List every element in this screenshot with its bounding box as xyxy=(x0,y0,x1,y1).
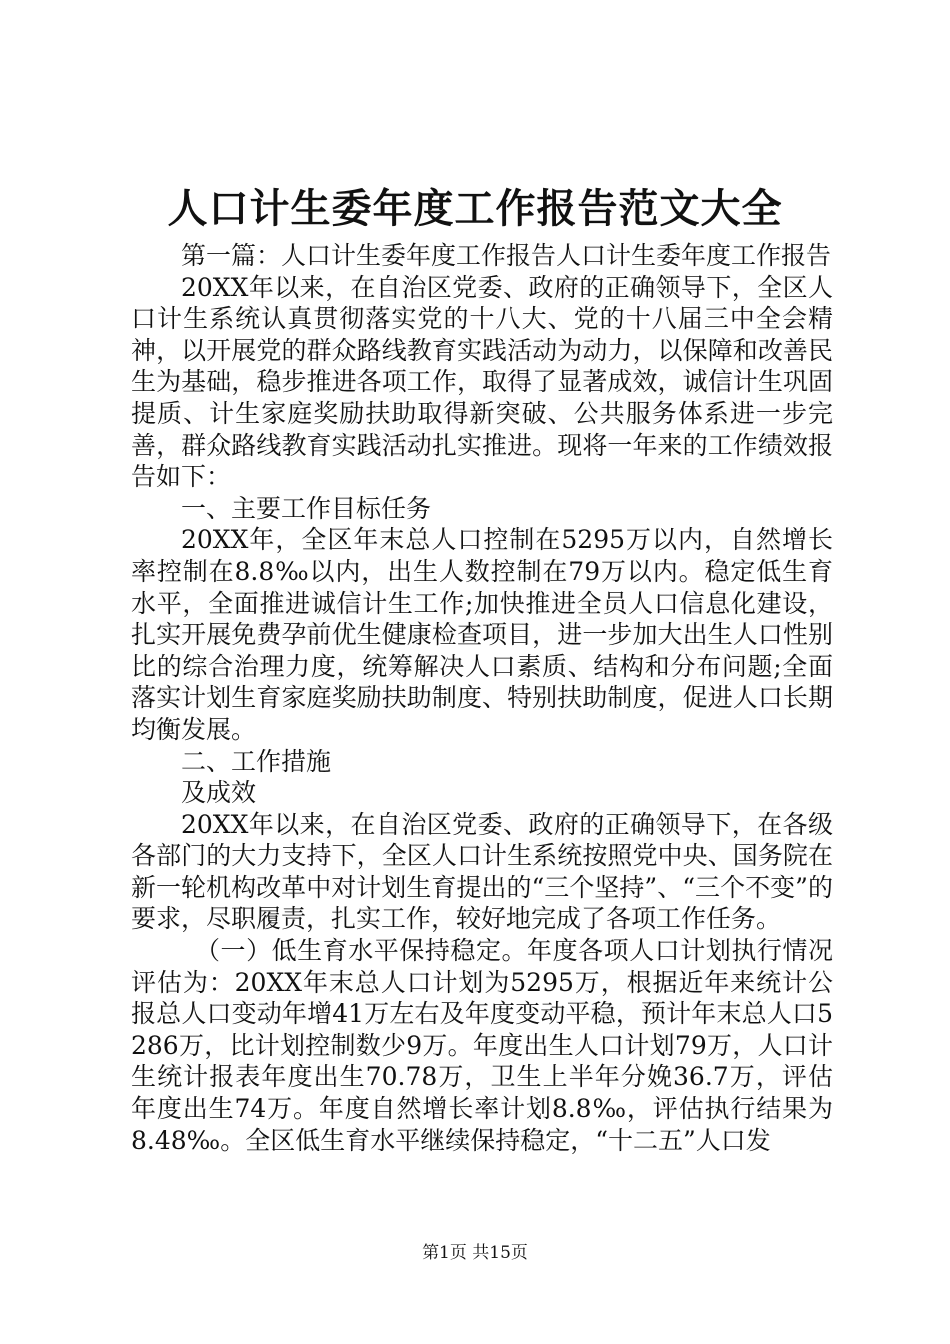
document-body xyxy=(131,240,833,1156)
paragraph-measures: 20XX年以来，在自治区党委、政府的正确领导下，在各级各部门的大力支持下，全区人口计生系统按照党中央、国务院在新一轮机构改革中对计划生育提出的“三个坚持”、“三个不变”的要求，尽职履责，扎实工作，较好地完成了各项工作任务。 xyxy=(131,809,833,934)
document-title: 人口计生委年度工作报告范文大全 xyxy=(167,185,783,232)
paragraph-fertility-stable: （一）低生育水平保持稳定。年度各项人口计划执行情况评估为：20XX年末总人口计划为5295万，根据近年来统计公报总人口变动年增41万左右及年度变动平稳，预计年末总人口5286万，比计划控制数少9万。年度出生人口计划79万，人口计生统计报表年度出生70.78万，卫生上半年分娩36.7万，评估年度出生74万。年度自然增长率计划8.8‰，评估执行结果为8.48‰。全区低生育水平继续保持稳定，“十二五”人口发 xyxy=(131,936,833,1155)
section-heading-measures-continued: 及成效 xyxy=(181,778,257,808)
page-footer: 第1页 共15页 xyxy=(422,1243,528,1263)
paragraph-goals: 20XX年，全区年末总人口控制在5295万以内，自然增长率控制在8.8‰以内，出生人数控制在79万以内。稳定低生育水平，全面推进诚信计生工作;加快推进全员人口信息化建设，扎实开展免费孕前优生健康检查项目，进一步加大出生人口性别比的综合治理力度，统筹解决人口素质、结构和分布问题;全面落实计划生育家庭奖励扶助制度、特别扶助制度，促进人口长期均衡发展。 xyxy=(131,525,833,744)
paragraph-chapter-heading: 第一篇：人口计生委年度工作报告人口计生委年度工作报告 xyxy=(181,241,832,270)
section-heading-goals: 一、主要工作目标任务 xyxy=(181,493,432,523)
paragraph-intro: 20XX年以来，在自治区党委、政府的正确领导下，全区人口计生系统认真贯彻落实党的十八大、党的十八届三中全会精神，以开展党的群众路线教育实践活动为动力，以保障和改善民生为基础，稳步推进各项工作，取得了显著成效，诚信计生巩固提质、计生家庭奖励扶助取得新突破、公共服务体系进一步完善，群众路线教育实践活动扎实推进。现将一年来的工作绩效报告如下： xyxy=(131,272,833,492)
section-heading-measures: 二、工作措施 xyxy=(181,746,332,776)
